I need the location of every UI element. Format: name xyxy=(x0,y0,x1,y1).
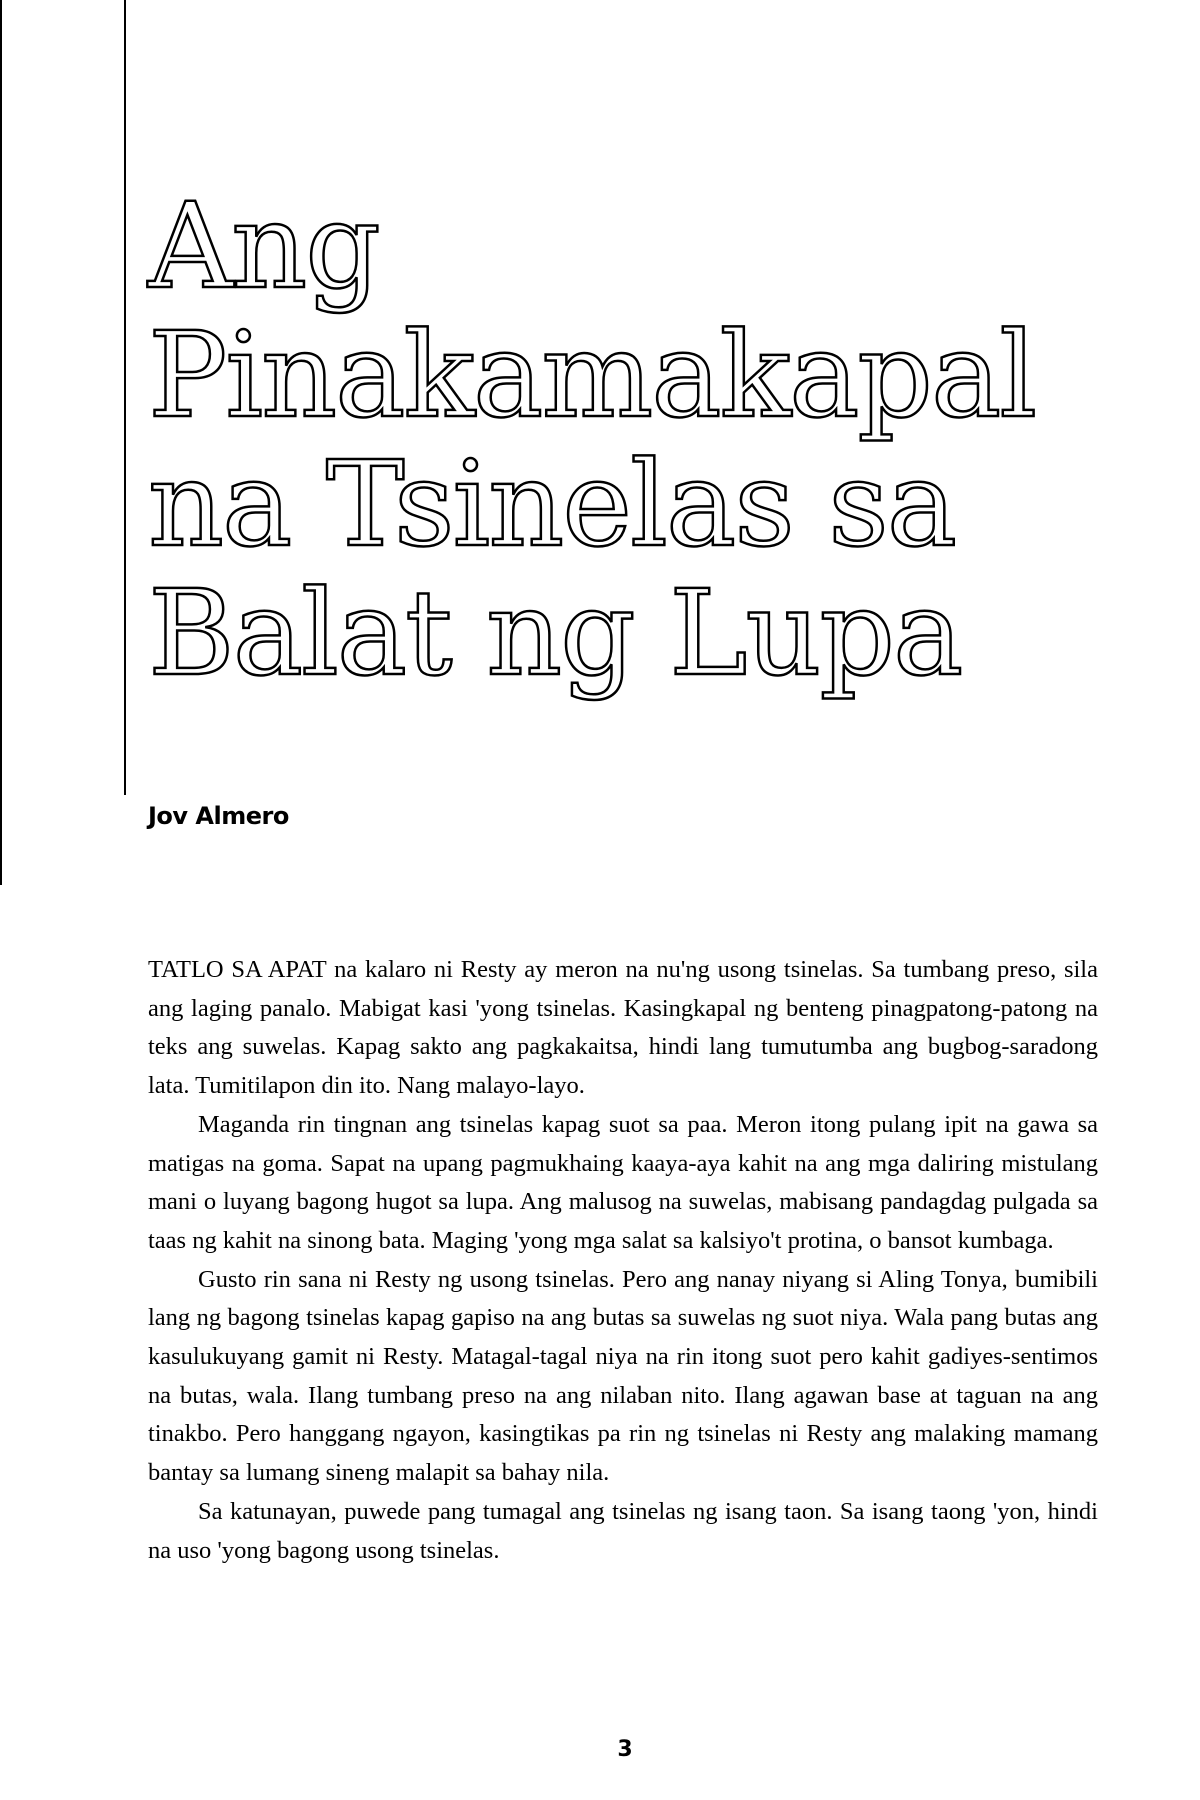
paragraph: Sa katunayan, puwede pang tumagal ang tsinelas ng isang taon. Sa isang taong 'yon, hindi na uso 'yong bagong usong tsinelas. xyxy=(148,1497,1098,1564)
title-line: Ang xyxy=(148,177,379,315)
title-line: na Tsinelas sa xyxy=(148,435,956,573)
paragraph: TATLO SA APAT na kalaro ni Resty ay meron na nu'ng usong tsinelas. Sa tumbang preso, sila ang laging panalo. Mabigat kasi 'yong tsinelas. Kasingkapal ng benteng pinagpatong-patong na teks ang suwelas. Kapag sakto ang pagkakaitsa, hindi lang tumutumba ang bugbog-saradong lata. Tumitilapon din ito. Nang malayo-layo. xyxy=(148,956,1098,1100)
author-name: Jov Almero xyxy=(148,802,289,830)
title-vertical-rule xyxy=(124,0,126,795)
paragraph: Gusto rin sana ni Resty ng usong tsinelas. Pero ang nanay niyang si Aling Tonya, bumibili lang ng bagong tsinelas kapag gapiso na ang butas sa suwelas ng suot niya. Wala pang butas ang kasulukuyang gamit ni Resty. Matagal-tagal niya na rin itong suot pero kahit gadiyes-sentimos na butas, wala. Ilang tumbang preso na ang nilaban nito. Ilang agawan base at taguan na ang tinakbo. Pero hanggang ngayon, kasingtikas pa rin ng tsinelas ni Resty ang malaking mamang bantay sa lumang sineng malapit sa bahay nila. xyxy=(148,1265,1098,1487)
title-line: Pinakamakapal xyxy=(148,306,1036,444)
story-body xyxy=(148,951,1098,1570)
title-line: Balat ng Lupa xyxy=(148,564,962,702)
page-edge-rule xyxy=(0,0,2,885)
chapter-title xyxy=(148,177,1148,702)
paragraph: Maganda rin tingnan ang tsinelas kapag suot sa paa. Meron itong pulang ipit na gawa sa matigas na goma. Sapat na upang pagmukhaing kaaya-aya kahit na ang mga daliring mistulang mani o luyang bagong hugot sa lupa. Ang malusog na suwelas, mabisang pandagdag pulgada sa taas ng kahit na sinong bata. Maging 'yong mga salat sa kalsiyo't protina, o bansot kumbaga. xyxy=(148,1110,1098,1254)
page-number: 3 xyxy=(617,1737,633,1762)
